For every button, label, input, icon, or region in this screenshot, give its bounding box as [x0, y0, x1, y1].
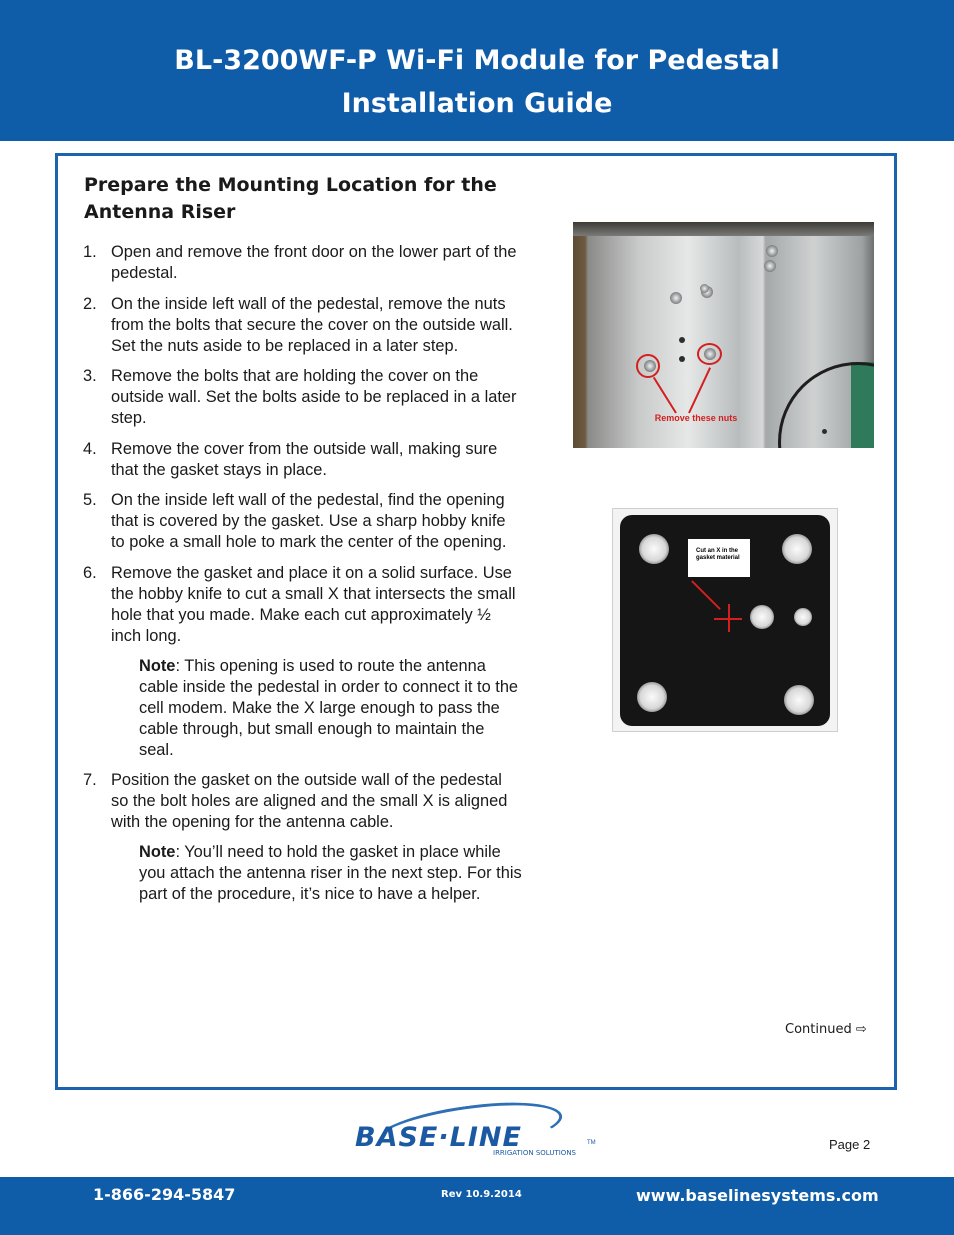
content-panel: [55, 153, 897, 1090]
step-number: 4.: [83, 439, 97, 458]
step-text: Remove the cover from the outside wall, making sure that the gasket stays in place.: [111, 439, 498, 479]
wall-hole: [679, 337, 685, 343]
step-text: Remove the gasket and place it on a solid surface. Use the hobby knife to cut a small X that intersects the small hole that you made. Make each cut approximately ½ inch long.: [111, 563, 516, 645]
step-text: Position the gasket on the outside wall of the pedestal so the bolt holes are aligned and the small X is aligned with the opening for the antenna cable.: [111, 771, 508, 831]
page-header: [0, 0, 954, 141]
step-item: [83, 490, 523, 553]
bolt-head: [766, 245, 778, 257]
bolt-hole: [639, 534, 669, 564]
section-heading: Prepare the Mounting Location for the Antenna Riser: [84, 174, 497, 223]
step-number: 3.: [83, 367, 97, 385]
continued-label: Continued ⇨: [785, 1022, 867, 1037]
bolt-head: [670, 292, 682, 304]
step-text: Remove the bolts that are holding the cover on the outside wall. Set the bolts aside to be replaced in a later step.: [111, 367, 517, 427]
pedestal-interior-photo: [573, 222, 874, 448]
bolt-hole: [782, 534, 812, 564]
logo-wordmark: BASE·LINE: [355, 1122, 522, 1153]
step-item: [83, 366, 523, 429]
step-item: [83, 294, 523, 357]
logo-subtitle: IRRIGATION SOLUTIONS: [493, 1149, 576, 1157]
document-title: BL-3200WF-P Wi-Fi Module for Pedestal: [174, 45, 780, 76]
cut-x-callout: Cut an X in the gasket material: [688, 539, 750, 577]
baseline-logo: [355, 1106, 605, 1168]
step-item: [83, 770, 523, 905]
bolt-hole: [784, 685, 814, 715]
highlight-circle: [636, 354, 660, 378]
revision-date: Rev 10.9.2014: [441, 1189, 522, 1200]
step-text: On the inside left wall of the pedestal, remove the nuts from the bolts that secure the cover on the outside wall. Set the nuts aside to be replaced in a later step.: [111, 294, 513, 355]
step-number: 2.: [83, 294, 97, 313]
step-number: 1.: [83, 243, 97, 261]
note-text: : You’ll need to hold the gasket in place while you attach the antenna riser in the next step. For this part of the procedure, it’s nice to have a helper.: [139, 843, 522, 903]
callout-arrow: [688, 367, 711, 413]
photo-top-edge: [573, 222, 874, 236]
callout-arrow: [691, 580, 720, 609]
step-number: 5.: [83, 491, 97, 509]
callout-arrow: [653, 377, 677, 414]
document-subtitle: Installation Guide: [341, 88, 613, 119]
center-hole: [794, 608, 812, 626]
gasket-photo: [612, 508, 838, 732]
remove-nuts-callout: Remove these nuts: [654, 413, 738, 423]
cut-mark: [728, 604, 730, 632]
step-item: [83, 439, 523, 481]
step-item: [83, 563, 523, 761]
note-label: Note: [139, 656, 176, 675]
wall-hole: [679, 356, 685, 362]
step-text: On the inside left wall of the pedestal, find the opening that is covered by the gasket. Use a sharp hobby knife to poke a small hole to mark the center of the opening.: [111, 491, 507, 551]
step-note: [111, 656, 523, 761]
step-number: 6.: [83, 563, 97, 582]
bolt-head: [764, 260, 776, 272]
step-number: 7.: [83, 771, 97, 789]
highlight-circle: [697, 343, 722, 365]
antenna-cable: [778, 362, 874, 448]
arrow-right-outline-icon: ⇨: [855, 1022, 867, 1037]
website-link[interactable]: www.baselinesystems.com: [636, 1186, 879, 1205]
gasket: [620, 515, 830, 726]
instruction-steps: [83, 242, 523, 915]
page-number: Page 2: [829, 1137, 871, 1152]
step-note: [111, 842, 523, 905]
trademark-mark: TM: [587, 1140, 596, 1146]
center-hole: [750, 605, 774, 629]
bolt-hole: [637, 682, 667, 712]
step-text: Open and remove the front door on the lower part of the pedestal.: [111, 243, 517, 282]
bolt-head: [700, 284, 709, 293]
step-item: [83, 242, 523, 284]
phone-number: 1-866-294-5847: [93, 1185, 236, 1204]
note-text: : This opening is used to route the antenna cable inside the pedestal in order to connect it to the cell modem. Make the X large enough to pass the cable through, but small enough to maintain the seal.: [139, 656, 519, 759]
note-label: Note: [139, 843, 176, 861]
page-footer: [0, 1177, 954, 1235]
